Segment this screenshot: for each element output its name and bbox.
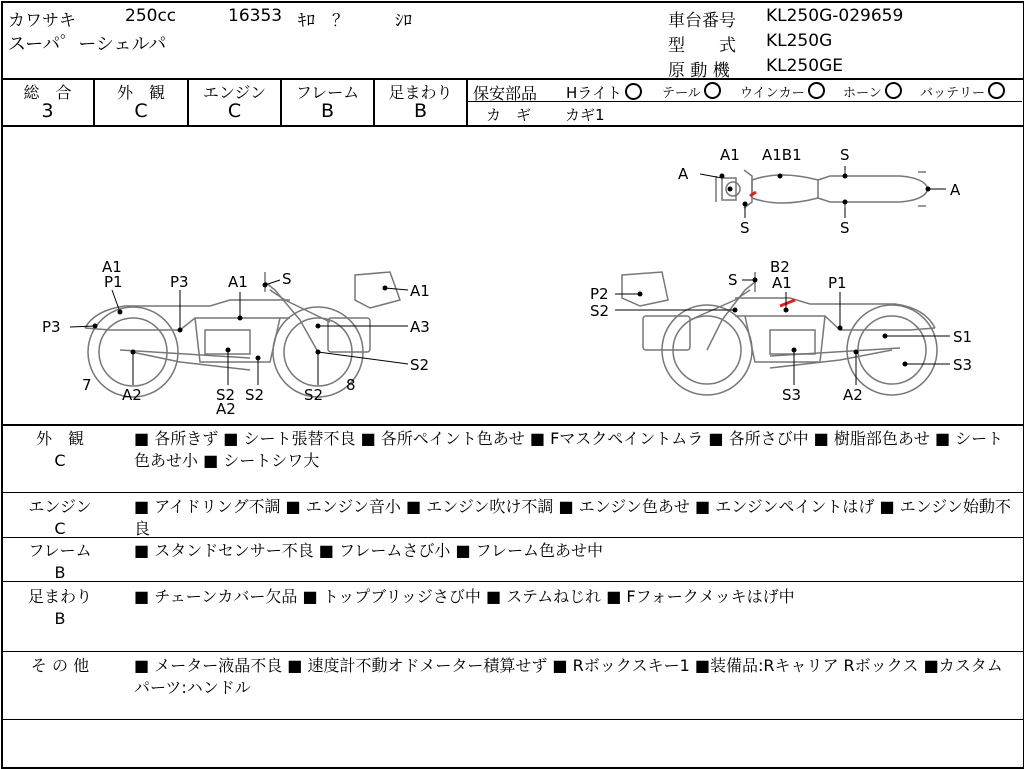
section-exterior-label: 外 観 C <box>35 429 84 470</box>
grade-suspension-value: B <box>413 100 428 122</box>
left-label: 8 <box>346 376 356 394</box>
displacement: 250cc <box>125 6 177 26</box>
key-value: カギ1 <box>565 106 605 124</box>
key-label: カ ギ <box>486 106 532 124</box>
section-frame-label: フレーム B <box>28 541 92 582</box>
section-suspension-text: ■ チェーンカバー欠品 ■ トップブリッジさび中 ■ ステムねじれ ■ Fフォークメッキはげ中 <box>134 587 795 606</box>
left-label: A1 <box>410 282 430 300</box>
right-label: S2 <box>590 302 610 320</box>
engine-label: 原 動 機 <box>668 61 730 81</box>
right-label: A2 <box>843 386 863 404</box>
left-label: P3 <box>170 273 189 291</box>
right-label: P1 <box>828 274 847 292</box>
right-label: S1 <box>953 328 973 346</box>
left-label: S2 <box>216 386 236 404</box>
grade-frame-value: B <box>320 100 335 122</box>
grade-total-label: 総 合 <box>23 83 72 102</box>
frame-number-label: 車台番号 <box>668 11 736 31</box>
left-label: A3 <box>410 318 430 336</box>
top-view-labels <box>678 146 961 237</box>
engine-value: KL250GE <box>766 56 843 76</box>
left-label: 7 <box>82 376 92 394</box>
section-engine-label: エンジン C <box>28 497 92 538</box>
top-label: A1B1 <box>762 146 802 164</box>
left-label: S <box>282 270 292 288</box>
mileage-unit: ｷﾛ <box>298 11 315 31</box>
ok-circle-icon <box>625 83 642 100</box>
grade-frame-label: フレーム <box>295 83 360 102</box>
safety-title: 保安部品 <box>473 84 538 103</box>
left-label: P1 <box>104 273 123 291</box>
safety-item-battery: バッテリー <box>920 82 1005 101</box>
safety-item-winker: ウインカー <box>740 82 825 101</box>
bike-top-view <box>700 166 946 218</box>
ok-circle-icon <box>808 82 825 99</box>
top-label: S <box>840 146 850 164</box>
section-engine-text: ■ アイドリング不調 ■ エンジン音小 ■ エンジン吹け不調 ■ エンジン色あせ ■ エンジンペイントはげ ■ エンジン始動不良 <box>134 497 1011 538</box>
ok-circle-icon <box>988 82 1005 99</box>
section-frame-text: ■ スタンドセンサー不良 ■ フレームさび小 ■ フレーム色あせ中 <box>134 541 604 560</box>
type-value: KL250G <box>766 31 833 51</box>
safety-item-horn: ホーン <box>843 82 902 101</box>
left-label: A1 <box>102 258 122 276</box>
section-suspension-label: 足まわり B <box>27 587 92 628</box>
top-label: A1 <box>720 146 740 164</box>
right-label: P2 <box>590 285 609 303</box>
safety-item-tail: テール <box>662 82 721 101</box>
maker: カワサキ <box>8 11 76 31</box>
grade-suspension-label: 足まわり <box>388 83 453 102</box>
right-label: S3 <box>953 356 973 374</box>
bike-diagram <box>0 126 1024 426</box>
mileage: 16353 <box>228 6 283 26</box>
mileage-note: ？ <box>332 11 349 31</box>
ok-circle-icon <box>704 82 721 99</box>
section-other-text: ■ メーター液晶不良 ■ 速度計不動オドメーター積算せず ■ Rボックスキー1 ■装備品:Rキャリア Rボックス ■カスタムパーツ:ハンドル <box>134 656 1003 697</box>
top-label: S <box>840 219 850 237</box>
section-exterior-text: ■ 各所きず ■ シート張替不良 ■ 各所ペイント色あせ ■ Fマスクペイントムラ ■ 各所さび中 ■ 樹脂部色あせ ■ シート色あせ小 ■ シートシワ大 <box>134 429 1004 470</box>
section-other-label: そ の 他 <box>30 656 90 675</box>
top-label: A <box>950 181 961 199</box>
top-label: A <box>678 165 689 183</box>
grade-total-value: 3 <box>41 100 54 122</box>
model-name: スーパ゜ーシェルパ <box>8 34 167 55</box>
grade-engine-label: エンジン <box>202 83 267 102</box>
right-view-labels <box>590 258 972 404</box>
frame-number-value: KL250G-029659 <box>766 6 904 26</box>
grade-engine-value: C <box>227 100 242 122</box>
left-label: A1 <box>228 273 248 291</box>
right-label: S <box>728 271 738 289</box>
left-label: S2 <box>245 386 265 404</box>
color: ｼﾛ <box>395 11 412 31</box>
right-label: B2 <box>770 258 790 276</box>
left-label: S2 <box>304 386 324 404</box>
right-label: S3 <box>782 386 802 404</box>
left-label: A2 <box>122 386 142 404</box>
left-label: P3 <box>42 318 61 336</box>
safety-item-headlight: Hライト <box>566 82 642 103</box>
type-label: 型 式 <box>668 36 736 56</box>
left-view-labels <box>42 258 430 418</box>
grade-exterior-label: 外 観 <box>116 83 165 102</box>
ok-circle-icon <box>885 82 902 99</box>
top-label: S <box>740 219 750 237</box>
right-label: A1 <box>772 274 792 292</box>
left-label: S2 <box>410 356 430 374</box>
grade-exterior-value: C <box>134 100 148 122</box>
left-label: A2 <box>216 400 236 418</box>
